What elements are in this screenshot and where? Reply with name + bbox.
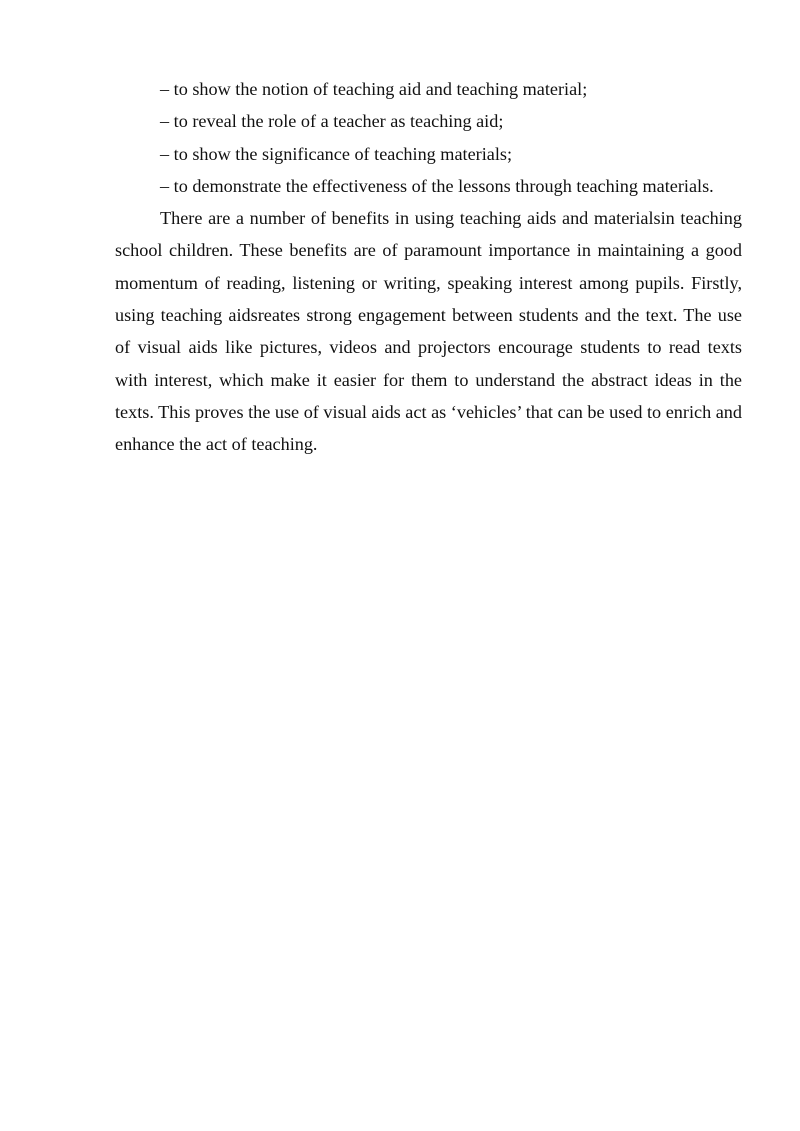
list-item-notion: – to show the notion of teaching aid and teaching material; — [160, 79, 588, 99]
list-item-teacher-role: – to reveal the role of a teacher as teaching aid; — [160, 111, 504, 132]
body-paragraph: There are a number of benefits in using teaching aids and materialsin teaching school children. These benefits are of paramount importance in maintaining a good momentum of reading, listening or writing, speaking interest among pupils. Firstly, using teaching aidsreates strong engagement between students and the text. The use of visual aids like pictures, videos and projectors encourage students to read texts with interest, which make it easier for them to understand the abstract ideas in the texts. This proves the use of visual aids act as ‘vehicles’ that can be used to enrich and enhance the act of teaching. — [115, 208, 742, 455]
list-item-significance: – to show the significance of teaching materials; — [160, 143, 513, 164]
list-item-effectiveness: – to demonstrate the effectiveness of the lessons through teaching materials. — [160, 175, 714, 196]
page-body — [115, 73, 742, 461]
